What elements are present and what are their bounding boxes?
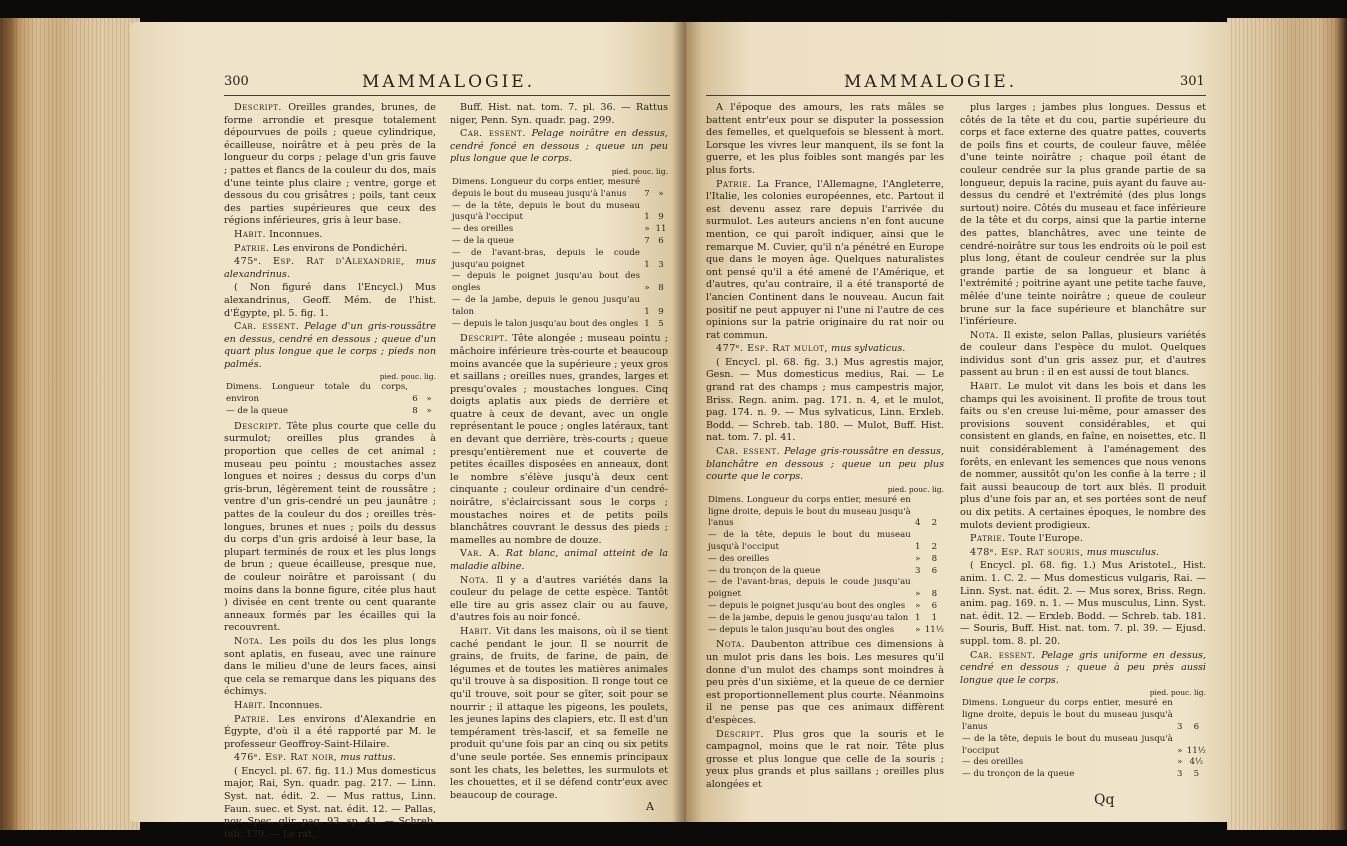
dimension-label: — du tronçon de la queue (962, 769, 1075, 780)
paragraph (960, 650, 1206, 688)
paragraph-lead: Car. essent. (716, 446, 781, 458)
dimension-label: — depuis le poignet jusqu'au bout des ongles (708, 600, 906, 611)
paragraph-text: mus alexandrinus. (224, 256, 436, 280)
paragraph-text: Pelage d'un gris-roussâtre en dessus, cendré en dessous ; queue d'un quart plus longue que le corps ; pieds non palmés. (224, 321, 436, 370)
dimension-value: 9 (658, 306, 664, 317)
dimension-value: » (915, 624, 921, 635)
paragraph (706, 102, 944, 178)
dimension-value: 5 (1193, 769, 1200, 780)
dimension-value: 6 (1193, 721, 1200, 732)
left-column-2 (450, 102, 668, 803)
dimension-value: » (426, 406, 432, 417)
paragraph-lead: Nota. (970, 329, 1000, 341)
paragraph-text: Tête plus courte que celle du surmulot; oreilles plus grandes à proportion que celles de cet animal ; museau peu pointu ; moustaches assez longues et noires ; dessus du corps d'un gris-brun, légèrement teint de roussâtre ; ventre d'un gris-cendré un peu jaunâtre ; pattes de la couleur du dos ; oreilles très-longues, brunes et nues ; poils du dessus du corps d'un gris ardoisé à leur base, la plupart terminés de roux et les plus longs de brun ; queue écailleuse, presque nue, de couleur noirâtre et paroissant ( du moins dans la bonne figure, citée plus haut ) divisée en cent trente ou cent quarante anneaux formés par les écailles qui la recouvrent. (224, 420, 436, 634)
dimension-label: — de la jambe, depuis le genou jusqu'au talon (452, 294, 640, 317)
dimension-value: » (1177, 745, 1183, 756)
paragraph (960, 560, 1206, 648)
dimension-value: 1 (915, 612, 921, 623)
paragraph-lead: Patrie. (970, 533, 1006, 545)
paragraph (450, 626, 668, 802)
dimension-label: — de la tête, depuis le bout du museau jusqu'à l'occiput (708, 530, 911, 552)
paragraph-text: Pelage gris-roussâtre en dessus, blanchâtre en dessous ; queue un peu plus courte que le corps. (706, 446, 944, 483)
paragraph-lead: Car. essent. (460, 128, 526, 140)
dimension-label: — de la jambe, depuis le genou jusqu'au talon (708, 612, 909, 623)
dimension-label: — de la tête, depuis le bout du museau jusqu'à l'occiput (962, 733, 1173, 756)
paragraph (224, 102, 436, 228)
header-rule (706, 95, 1206, 96)
dimension-label: — depuis le talon jusqu'au bout des ongles (708, 624, 895, 635)
paragraph-lead: Patrie. (234, 242, 270, 254)
paragraph (960, 533, 1206, 546)
right-page-stack (1227, 18, 1347, 830)
dimension-row (450, 224, 668, 236)
dimension-value: 4½ (1189, 757, 1204, 768)
dimension-value: 1 (644, 212, 650, 223)
dimension-row (450, 236, 668, 248)
paragraph (224, 714, 436, 752)
dimension-value: 8 (931, 589, 938, 600)
paragraph-text: ( Encycl. pl. 68. fig. 1.) Mus Aristotel., Hist. anim. 1. C. 2. — Mus domesticus vulgaris, Rai. — Linn. Syst. nat. édit. 2. — Mus sorex, Briss. Regn. anim. pag. 169. n. 1. — Mus musculus, Linn. Syst. nat. édit. 12. — Erxleb. Bodd. — Schreb. tab. 181. — Souris, Buff. Hist. nat. tom. 7. pl. 39. — Ejusd. suppl. tom. 8. pl. 20. (960, 560, 1206, 647)
paragraph-lead: Descript. (234, 102, 282, 113)
paragraph-text: Il existe, selon Pallas, plusieurs variétés de couleur dans l'espèce du mulot. Quelques individus sont d'un gris assez pur, et d'autres passent au brun : il en est aussi de tout blancs. (960, 329, 1207, 379)
paragraph-text: Les environs de Pondichéri. (272, 242, 408, 254)
dimension-label: Dimens. Longueur du corps entier, mesuré en ligne droite, depuis le bout du museau jusqu'à l'anus (708, 494, 911, 529)
paragraph-text: Rat blanc, animal atteint de la maladie albine. (450, 548, 668, 573)
left-page (130, 22, 690, 840)
dimension-label: Dimens. Longueur du corps entier, mesuré en ligne droite, depuis le bout du museau jusqu'à l'anus (962, 698, 1173, 732)
paragraph-text: Le mulot vit dans les bois et dans les champs qui les avoisinent. Il profite de trous tout faits ou s'en creuse lui-même, pour amasser des provisions souvent considérables, et qui consistent en glands, en faîne, en noisettes, etc. Il nuit considérablement à l'aménagement des forêts, en enlevant les semences que nous venons de nommer, aussitôt qu'on les confie à la terre ; il fait aussi beaucoup de tort aux blés. Il produit plus d'une fois par an, et ses portées sont de neuf ou dix petits. A certaines époques, le nombre des mulots devient prodigieux. (960, 381, 1206, 531)
dimension-row (450, 248, 668, 272)
paragraph-text: Pelage noirâtre en dessus, cendré foncé en dessous ; queue un peu plus longue que le corps. (450, 128, 668, 165)
paragraph-lead: Var. A. (460, 548, 500, 560)
dimension-value: 1 (644, 306, 650, 317)
dimension-value: 3 (1177, 721, 1183, 732)
dimension-value: 11½ (1186, 745, 1206, 756)
dimension-value: 1 (915, 542, 921, 552)
paragraph (706, 639, 944, 727)
paragraph-text: Il y a d'autres variétés dans la couleur du pelage de cette espèce. Tantôt elle tire au gris assez clair ou au fauve, d'autres fois au noir foncé. (450, 574, 668, 624)
dimension-value: 4 (915, 518, 921, 529)
paragraph-lead: Habit. (460, 625, 493, 637)
dimension-value: 3 (1177, 769, 1183, 780)
dimension-label: — des oreilles (452, 224, 514, 235)
dimension-row (706, 554, 944, 566)
signature-mark: A (646, 800, 654, 813)
paragraph (224, 700, 436, 713)
dimension-value: 6 (931, 600, 938, 611)
dimension-value: 2 (931, 542, 938, 552)
paragraph (706, 446, 944, 484)
dimension-units: pied. pouc. lig. (1149, 688, 1206, 698)
dimension-row (450, 295, 668, 319)
dimension-row (706, 495, 944, 530)
paragraph-text: Les environs d'Alexandrie en Égypte, d'où il a été rapporté par M. le professeur Geoffroy-Saint-Hilaire. (224, 713, 436, 750)
paragraph (960, 381, 1206, 532)
header-rule (224, 95, 670, 96)
dimension-label: — depuis le poignet jusqu'au bout des ongles (452, 271, 640, 294)
paragraph (706, 729, 944, 792)
paragraph-lead: 476ᵉ. Esp. Rat noir, (234, 752, 338, 764)
paragraph-text: Buff. Hist. nat. tom. 7. pl. 36. — Rattus niger, Penn. Syn. quadr. pag. 299. (450, 102, 668, 126)
dimension-value: 1 (644, 259, 650, 270)
dimension-value: 6 (931, 565, 938, 576)
dimension-label: — des oreilles (962, 757, 1024, 768)
dimensions-table (960, 698, 1206, 781)
paragraph-text: Daubenton attribue ces dimensions à un mulot pris dans les bois. Les mesures qu'il donne d'un mulot des champs sont moindres à peu près d'un sixième, et la queue de ce dernier est proportionnellement plus courte. Néanmoins il ne pense pas que ces animaux diffèrent d'espèces. (706, 639, 944, 726)
paragraph-lead: Descript. (460, 333, 508, 345)
dimension-row (224, 406, 436, 418)
dimension-value: » (915, 589, 921, 600)
paragraph-text: Toute l'Europe. (1008, 533, 1083, 545)
dimension-value: 8 (412, 406, 418, 417)
dimension-value: 11 (655, 224, 667, 235)
paragraph-text: Inconnues. (269, 699, 323, 711)
paragraph (224, 229, 436, 242)
paragraph (960, 330, 1206, 380)
paragraph (450, 575, 668, 625)
paragraph-text: Vit dans les maisons, où il se tient caché pendant le jour. Il se nourrit de grains, de fruits, de farine, de pain, de légumes et de toutes les matières animales qu'il trouve à sa disposition. Il ronge tout ce qu'il trouve, soit pour se gîter, soit pour se nourrir ; il attaque les pigeons, les poulets, les jeunes lapins des clapiers, etc. Il est d'un tempérament très-lascif, et sa femelle ne produit qu'une fois par an cinq ou six petits d'une seule portée. Ses ennemis principaux sont les chats, les belettes, les surmulots et les chouettes, et il se défend contr'eux avec beaucoup de courage. (450, 625, 668, 801)
dimension-row (960, 769, 1206, 781)
dimension-value: 7 (644, 188, 650, 199)
paragraph-lead: Nota. (716, 639, 746, 651)
paragraph (450, 128, 668, 166)
dimension-value: 6 (412, 394, 418, 405)
paragraph-lead: 477ᵉ. Esp. Rat mulot, (716, 343, 829, 355)
dimension-value: 2 (931, 518, 938, 529)
paragraph-text: Les poils du dos les plus longs sont aplatis, en fuseau, avec une rainure dans le milieu d'une de leurs faces, ainsi que cela se remarque dans les piquans des échimys. (224, 635, 436, 698)
dimension-value: 8 (658, 283, 664, 294)
dimension-units: pied. pouc. lig. (887, 484, 944, 494)
paragraph (224, 636, 436, 699)
dimension-row (450, 319, 668, 331)
dimensions-table (224, 382, 436, 417)
dimension-row (450, 271, 668, 295)
dimension-row (960, 698, 1206, 733)
dimension-label: Dimens. Longueur totale du corps, environ (226, 382, 408, 405)
paragraph-text: mus sylvaticus. (831, 343, 906, 355)
right-column-2 (960, 102, 1206, 784)
dimension-label: Dimens. Longueur du corps entier, mesuré depuis le bout du museau jusqu'à l'anus (452, 176, 640, 199)
left-column-1 (224, 102, 436, 842)
paragraph-lead: Nota. (234, 635, 264, 647)
paragraph-lead: 475ᵉ. Esp. Rat d'Alexandrie, (234, 256, 405, 268)
paragraph (960, 547, 1206, 560)
dimension-units: pied. pouc. lig. (611, 166, 668, 176)
paragraph (706, 179, 944, 343)
dimension-label: — de la queue (452, 235, 514, 246)
dimension-label: — de l'avant-bras, depuis le coude jusqu'au poignet (452, 247, 640, 270)
paragraph (224, 243, 436, 256)
dimension-row (960, 734, 1206, 758)
page-number: 301 (1180, 74, 1205, 89)
paragraph-text: Oreilles grandes, brunes, de forme arrondie et presque totalement dépourvues de poils ; queue cylindrique, écailleuse, noirâtre et à peu près de la longueur du corps ; pelage d'un gris fauve ; pattes et flancs de la couleur du dos, mais d'une teinte plus claire ; ventre, gorge et dessous du cou grisâtres ; poils, tant ceux des parties supérieures que ceux des régions inférieures, gris à leur base. (224, 102, 436, 227)
dimension-label: — de la queue (226, 406, 288, 417)
paragraph-lead: Patrie. (716, 178, 752, 190)
paragraph (224, 321, 436, 371)
paragraph (450, 548, 668, 573)
dimension-value: 8 (931, 553, 938, 564)
paragraph (224, 256, 436, 281)
dimension-value: 11½ (924, 624, 944, 635)
left-page-stack (0, 18, 140, 830)
dimension-row (706, 601, 944, 613)
paragraph-lead: Descript. (716, 728, 764, 740)
paragraph-text: A l'époque des amours, les rats mâles se battent entr'eux pour se disputer la possession des femelles, et quelquefois se blessent à mort. Lorsque les vivres leur manquent, ils se font la guerre, et les plus foibles sont mangés par les plus forts. (706, 102, 944, 176)
dimension-value: 1 (644, 318, 650, 329)
dimension-label: — depuis le talon jusqu'au bout des ongles (452, 318, 639, 329)
paragraph-text: Pelage gris uniforme en dessus, cendré en dessous ; queue à peu près aussi longue que le corps. (960, 649, 1206, 686)
dimension-label: — des oreilles (708, 553, 770, 564)
page-number: 300 (224, 74, 249, 89)
dimension-value: 1 (931, 612, 938, 623)
paragraph (224, 752, 436, 765)
dimension-value: » (915, 600, 921, 611)
running-head: MAMMALOGIE. (844, 72, 1018, 92)
dimension-row (960, 757, 1206, 769)
dimension-value: 7 (644, 235, 650, 246)
dimension-label: — de la tête, depuis le bout du museau jusqu'à l'occiput (452, 200, 640, 223)
dimension-row (450, 201, 668, 225)
dimension-value: » (915, 553, 921, 564)
dimension-row (706, 530, 944, 554)
dimension-row (706, 566, 944, 578)
dimensions-table (706, 495, 944, 637)
paragraph-text: mus rattus. (340, 752, 396, 764)
dimension-value: » (1177, 757, 1183, 768)
dimension-value: 5 (658, 318, 664, 329)
dimension-units: pied. pouc. lig. (379, 372, 436, 382)
paragraph (960, 102, 1206, 329)
paragraph (706, 357, 944, 445)
paragraph-text: plus larges ; jambes plus longues. Dessus et côtés de la tête et du cou, partie supérieure du corps et face externe des quatre pattes, couverts de poils fins et courts, de couleur fauve, mêlée d'une teinte noirâtre ; chaque poil étant de couleur cendrée sur la plus grande partie de sa longueur, depuis la racine, puis ayant du fauve au-dessus du cendré et l'extrémité (des plus longs surtout) noire. Côtés du museau et face inférieure de la tête et du corps, ainsi que la partie interne des pattes, blanchâtres, avec une teinte de cendré-noirâtre sur tous les endroits où le poil est plus long, étant de couleur cendrée sur la plus grande partie de sa longueur et blanc à l'extrémité ; poitrine ayant une petite tache fauve, mêlée d'une teinte noirâtre ; queue de couleur brune sur la face supérieure et blanchâtre sur l'inférieure. (960, 102, 1206, 328)
dimensions-table (450, 177, 668, 330)
paragraph-lead: Habit. (970, 381, 1003, 393)
paragraph-lead: Descript. (234, 420, 282, 432)
paragraph-text: Tête alongée ; museau pointu ; mâchoire inférieure très-courte et beaucoup moins avancée que la supérieure ; yeux gros et saillans ; oreilles nues, grandes, larges et presqu'ovales ; moustaches longues. Cinq doigts aplatis aux pieds de derrière et quatre à ceux de devant, avec un ongle représentant le pouce ; ongles latéraux, tant en devant que derrière, très-courts ; queue presqu'entièrement nue et couverte de petites écailles disposées en anneaux, dont le nombre s'élève jusqu'à deux cent cinquante ; couleur ordinaire d'un cendré-noirâtre, s'éclaircissant sous le corps ; moustaches noires et de petits poils blanchâtres couvrant le dessus des pieds ; mamelles au nombre de douze. (450, 333, 668, 546)
dimension-row (706, 613, 944, 625)
dimension-label: — de l'avant-bras, depuis le coude jusqu'au poignet (708, 577, 911, 600)
dimension-value: » (644, 283, 650, 294)
paragraph (224, 766, 436, 842)
running-head: MAMMALOGIE. (362, 72, 536, 92)
paragraph-lead: Habit. (234, 699, 267, 711)
dimension-row (224, 382, 436, 406)
dimension-row (706, 577, 944, 601)
paragraph-lead: Patrie. (234, 713, 270, 725)
paragraph (706, 343, 944, 356)
paragraph (224, 421, 436, 635)
paragraph-lead: Nota. (460, 574, 490, 586)
dimension-label: — du tronçon de la queue (708, 565, 821, 576)
dimension-value: 6 (658, 235, 664, 246)
paragraph-lead: Car. essent. (234, 321, 300, 333)
dimension-value: 3 (915, 565, 921, 576)
paragraph (224, 282, 436, 320)
paragraph-lead: Habit. (234, 228, 267, 240)
dimension-value: 9 (658, 212, 664, 223)
paragraph-text: ( Encycl. pl. 68. fig. 3.) Mus agrestis major, Gesn. — Mus domesticus medius, Rai. — Le grand rat des champs ; mus campestris major, Briss. Regn. anim. pag. 171. n. 4, et le mulot, pag. 174. n. 9. — Mus sylvaticus, Linn. Erxleb. Bodd. — Schreb. tab. 180. — Mulot, Buff. Hist. nat. tom. 7. pl. 41. (706, 356, 944, 444)
right-page (686, 22, 1231, 822)
dimension-value: » (426, 394, 432, 405)
paragraph-text: ( Non figuré dans l'Encycl.) Mus alexandrinus, Geoff. Mém. de l'hist. d'Égypte, pl. 5. fig. 1. (224, 282, 436, 319)
paragraph (450, 102, 668, 127)
paragraph-lead: Car. essent. (970, 649, 1036, 661)
paragraph-text: Inconnues. (269, 228, 323, 240)
dimension-value: » (658, 188, 664, 199)
signature-mark: Qq (1094, 792, 1115, 808)
paragraph-text: Plus gros que la souris et le campagnol, moins que le rat noir. Tête plus grosse et plus longue que celle de la souris ; yeux plus grands et plus saillans ; oreilles plus alongées et (706, 728, 944, 790)
right-column-1 (706, 102, 944, 793)
dimension-value: » (644, 224, 650, 235)
paragraph-text: mus musculus. (1086, 546, 1159, 558)
paragraph-lead: 478ᵉ. Esp. Rat souris, (970, 546, 1084, 558)
dimension-value: 3 (658, 259, 664, 270)
paragraph-text: ( Encycl. pl. 67. fig. 11.) Mus domesticus major, Rai, Syn. quadr. pag. 217. — Linn. Syst. nat. édit. 2. — Mus rattus, Linn. Faun. suec. et Syst. nat. édit. 12. — Pallas, nov. Spec. glir. pag. 93. sp. 41. — Schreb. tab. 179. — Le rat, (224, 765, 436, 840)
dimension-row (706, 625, 944, 637)
paragraph (450, 333, 668, 547)
dimension-row (450, 177, 668, 201)
paragraph-text: La France, l'Allemagne, l'Angleterre, l'Italie, les colonies européennes, etc. Partout il est devenu assez rare depuis l'arrivée du surmulot. Les auteurs anciens n'en font aucune mention, ce qui paroît indiquer, ainsi que le remarque M. Cuvier, qu'il n'a pénétré en Europe que dans le moyen âge. Quelques naturalistes ont pensé qu'il a été amené de l'Amérique, et d'autres, qu'au contraire, il a été transporté de l'ancien Continent dans le nouveau. Aucun fait positif ne peut appuyer ni l'une ni l'autre de ces opinions sur la patrie originaire du rat noir ou rat commun. (706, 178, 944, 341)
